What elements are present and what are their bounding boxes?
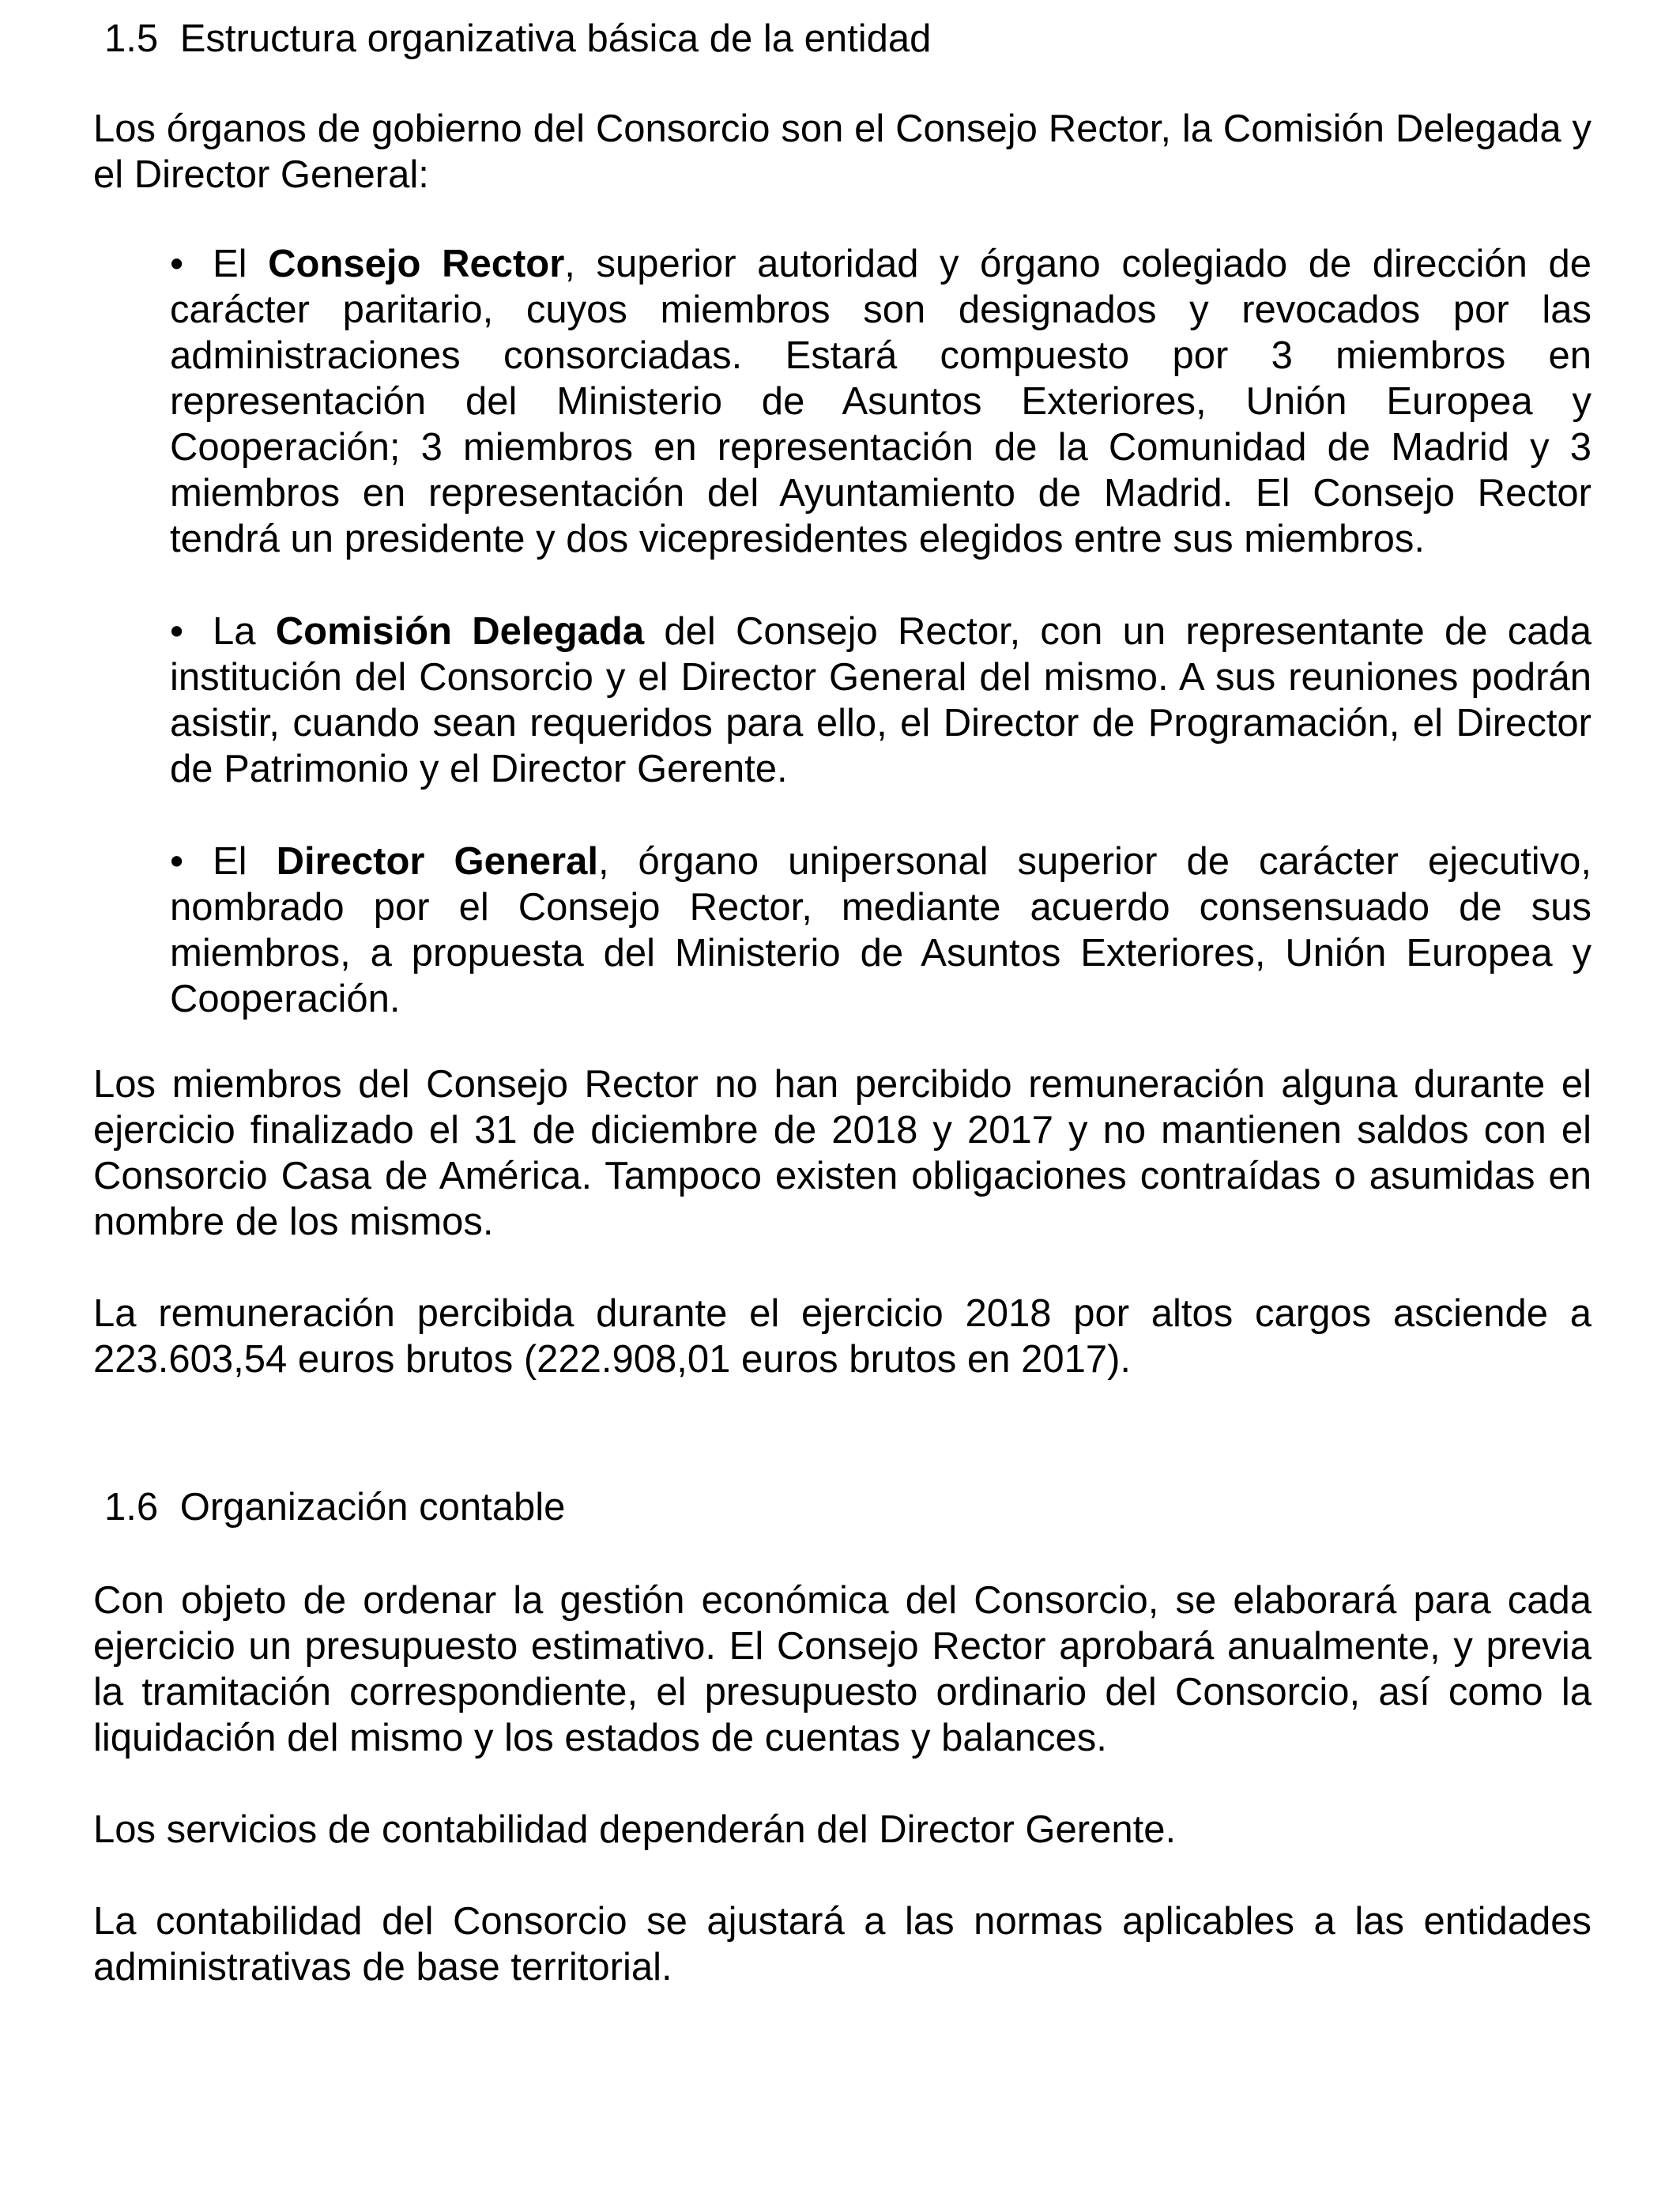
budget-paragraph: Con objeto de ordenar la gestión económica del Consorcio, se elaborará para cada ejercicio un presupuesto estimativo. El Consejo Rector aprobará anualmente, y previa la tramitación correspondiente, el presupuesto ordinario del Consorcio, así como la liquidación del mismo y los estados de cuentas y balances. bbox=[93, 1579, 1591, 1759]
item-term: Consejo Rector bbox=[268, 243, 565, 285]
accounting-norms-paragraph: La contabilidad del Consorcio se ajustará a las normas aplicables a las entidades administrativas de base territorial. bbox=[93, 1900, 1591, 1989]
remuneration-paragraph: Los miembros del Consejo Rector no han percibido remuneración alguna durante el ejercicio finalizado el 31 de diciembre de 2018 y 2017 y no mantienen saldos con el Consorcio Casa de América. Tampoco existen obligaciones contraídas o asumidas en nombre de los mismos. bbox=[93, 1063, 1591, 1243]
bullet-icon: • bbox=[170, 243, 184, 285]
intro-paragraph: Los órganos de gobierno del Consorcio son el Consejo Rector, la Comisión Delegada y el Director General: bbox=[93, 107, 1591, 196]
item-prefix: La bbox=[213, 610, 276, 653]
bullet-icon: • bbox=[170, 840, 184, 883]
list-item-consejo-rector bbox=[170, 241, 1591, 562]
section-title: Organización contable bbox=[179, 1486, 566, 1529]
item-text: , superior autoridad y órgano colegiado de dirección de carácter paritario, cuyos miembros son designados y revocados por las administraciones consorciadas. Estará compuesto por 3 miembros en representación del Ministerio de Asuntos Exteriores, Unión Europea y Cooperación; 3 miembros en representación de la Comunidad de Madrid y 3 miembros en representación del Ayuntamiento de Madrid. El Consejo Rector tendrá un presidente y dos vicepresidentes elegidos entre sus miembros. bbox=[170, 243, 1591, 560]
section-heading-1-6 bbox=[104, 1483, 1591, 1532]
list-item-comision-delegada bbox=[170, 609, 1591, 792]
item-prefix: El bbox=[213, 840, 277, 883]
section-title: Estructura organizativa básica de la entidad bbox=[179, 17, 932, 60]
item-term: Director General bbox=[276, 840, 598, 883]
item-prefix: El bbox=[213, 243, 269, 285]
list-item-director-general bbox=[170, 839, 1591, 1022]
section-number: 1.6 bbox=[104, 1486, 159, 1529]
senior-officials-paragraph: La remuneración percibida durante el ejercicio 2018 por altos cargos asciende a 223.603,54 euros brutos (222.908,01 euros brutos en 2017). bbox=[93, 1292, 1591, 1381]
item-text: del Consejo Rector, con un representante de cada institución del Consorcio y el Director General del mismo. A sus reuniones podrán asistir, cuando sean requeridos para ello, el Director de Programación, el Director de Patrimonio y el Director Gerente. bbox=[170, 610, 1592, 790]
section-number: 1.5 bbox=[104, 17, 159, 60]
section-heading-1-5 bbox=[104, 14, 1591, 63]
document-page bbox=[93, 14, 1591, 1990]
bullet-icon: • bbox=[170, 610, 184, 653]
governing-bodies-list bbox=[170, 241, 1591, 1022]
item-term: Comisión Delegada bbox=[275, 610, 645, 653]
accounting-services-paragraph: Los servicios de contabilidad dependerán del Director Gerente. bbox=[93, 1808, 1177, 1851]
item-text: , órgano unipersonal superior de carácter ejecutivo, nombrado por el Consejo Rector, mediante acuerdo consensuado de sus miembros, a propuesta del Ministerio de Asuntos Exteriores, Unión Europea y Cooperación. bbox=[170, 840, 1591, 1020]
